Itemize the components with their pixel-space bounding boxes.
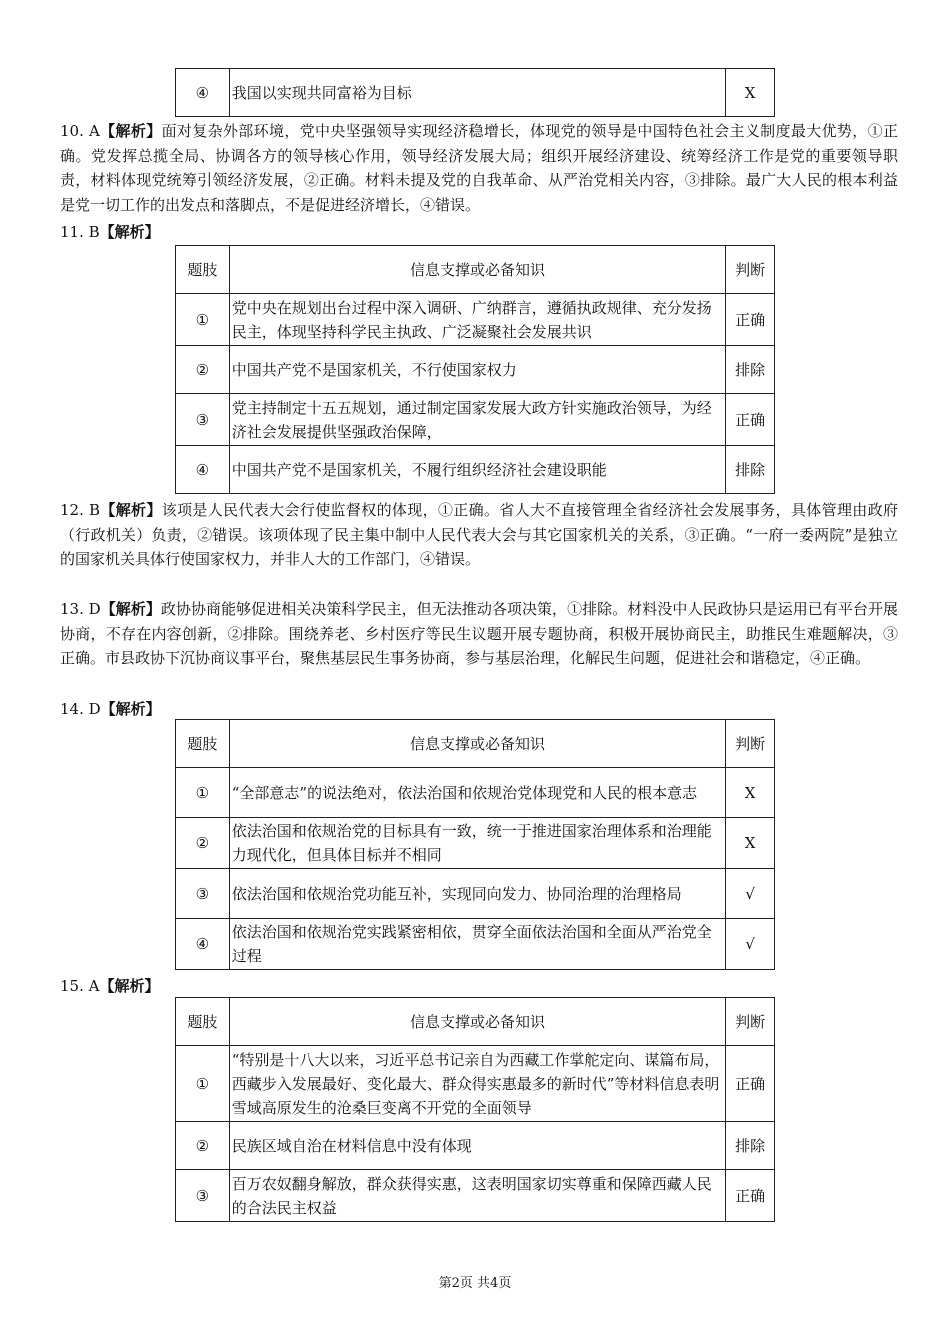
table-header-row (176, 246, 775, 294)
column-header: 信息支撑或必备知识 (229, 720, 725, 768)
option-number: ② (176, 1122, 230, 1170)
question-13-analysis (60, 597, 898, 671)
table-row (176, 818, 775, 869)
option-verdict: 正确 (726, 1046, 775, 1122)
table-row (176, 346, 775, 394)
option-verdict: 正确 (726, 394, 775, 446)
analysis-text: 该项是人民代表大会行使监督权的体现，①正确。省人大不直接管理全省经济社会发展事务，具体管理由政府（行政机关）负责，②错误。该项体现了民主集中制中人民代表大会与其它国家机关的关系，③正确。“一府一委两院”是独立的国家机关具体行使国家权力，并非人大的工作部门，④错误。 (60, 501, 898, 568)
analysis-tag: 【解析】 (100, 600, 161, 618)
table-row (176, 768, 775, 818)
question-11-heading (60, 220, 160, 244)
option-verdict: 排除 (726, 1122, 775, 1170)
option-verdict: 正确 (726, 294, 775, 346)
option-number: ① (176, 768, 230, 818)
option-number: ③ (176, 869, 230, 919)
question-14-table (175, 719, 775, 970)
column-header: 信息支撑或必备知识 (229, 246, 725, 294)
option-number: ③ (176, 1170, 230, 1222)
option-analysis: 中国共产党不是国家机关，不行使国家权力 (229, 346, 725, 394)
question-15-table (175, 997, 775, 1222)
option-analysis: 依法治国和依规治党实践紧密相依，贯穿全面依法治国和全面从严治党全过程 (229, 919, 725, 970)
question-12-analysis (60, 498, 898, 572)
option-verdict: X (726, 768, 775, 818)
option-analysis: 党主持制定十五五规划，通过制定国家发展大政方针实施政治领导，为经济社会发展提供坚强政治保障， (229, 394, 725, 446)
column-header: 题肢 (176, 720, 230, 768)
table-row (176, 919, 775, 970)
option-number: ④ (176, 69, 230, 117)
analysis-tag: 【解析】 (99, 122, 162, 140)
option-analysis: 依法治国和依规治党的目标具有一致，统一于推进国家治理体系和治理能力现代化，但具体目标并不相同 (229, 818, 725, 869)
table-row (176, 294, 775, 346)
question-number: 10. A (60, 122, 100, 140)
question-11-table (175, 245, 775, 494)
answer-table-continued (175, 68, 775, 117)
option-number: ② (176, 346, 230, 394)
option-analysis: 我国以实现共同富裕为目标 (229, 69, 726, 117)
option-verdict: √ (726, 919, 775, 970)
analysis-tag: 【解析】 (99, 977, 160, 995)
column-header: 判断 (726, 246, 775, 294)
table-row (176, 1046, 775, 1122)
option-number: ④ (176, 919, 230, 970)
analysis-tag: 【解析】 (100, 700, 161, 718)
column-header: 信息支撑或必备知识 (229, 998, 725, 1046)
option-verdict: X (726, 69, 775, 117)
option-verdict: √ (726, 869, 775, 919)
option-number: ③ (176, 394, 230, 446)
question-14-heading (60, 697, 161, 721)
analysis-text: 面对复杂外部环境，党中央坚强领导实现经济稳增长，体现党的领导是中国特色社会主义制度最大优势，①正确。党发挥总揽全局、协调各方的领导核心作用，领导经济发展大局；组织开展经济建设、统筹经济工作是党的重要领导职责，材料体现党统筹引领经济发展，②正确。材料未提及党的自我革命、从严治党相关内容，③排除。最广大人民的根本利益是党一切工作的出发点和落脚点，不是促进经济增长，④错误。 (60, 122, 898, 214)
option-number: ① (176, 294, 230, 346)
question-10-analysis (60, 119, 898, 217)
option-analysis: 党中央在规划出台过程中深入调研、广纳群言，遵循执政规律、充分发扬民主，体现坚持科学民主执政、广泛凝聚社会发展共识 (229, 294, 725, 346)
question-number: 15. A (60, 977, 100, 995)
table-row (176, 869, 775, 919)
question-number: 13. D (60, 600, 101, 618)
option-analysis: 依法治国和依规治党功能互补，实现同向发力、协同治理的治理格局 (229, 869, 725, 919)
page-footer: 第2页 共4页 (438, 1276, 512, 1291)
question-number: 11. B (60, 223, 100, 241)
option-verdict: 排除 (726, 446, 775, 494)
table-row (176, 394, 775, 446)
column-header: 题肢 (176, 246, 230, 294)
option-number: ① (176, 1046, 230, 1122)
option-verdict: 排除 (726, 346, 775, 394)
question-15-heading (60, 974, 159, 998)
option-verdict: 正确 (726, 1170, 775, 1222)
analysis-tag: 【解析】 (100, 501, 162, 519)
table-row (176, 69, 775, 117)
option-number: ② (176, 818, 230, 869)
option-analysis: 百万农奴翻身解放，群众获得实惠，这表明国家切实尊重和保障西藏人民的合法民主权益 (229, 1170, 725, 1222)
question-number: 14. D (60, 700, 101, 718)
table-row (176, 1170, 775, 1222)
option-analysis: 民族区域自治在材料信息中没有体现 (229, 1122, 725, 1170)
column-header: 判断 (726, 998, 775, 1046)
column-header: 题肢 (176, 998, 230, 1046)
option-verdict: X (726, 818, 775, 869)
table-row (176, 1122, 775, 1170)
option-analysis: 中国共产党不是国家机关，不履行组织经济社会建设职能 (229, 446, 725, 494)
table-header-row (176, 998, 775, 1046)
table-row (176, 446, 775, 494)
question-number: 12. B (60, 501, 100, 519)
option-number: ④ (176, 446, 230, 494)
option-analysis: “特别是十八大以来，习近平总书记亲自为西藏工作掌舵定向、谋篇布局，西藏步入发展最好、变化最大、群众得实惠最多的新时代”等材料信息表明雪域高原发生的沧桑巨变离不开党的全面领导 (229, 1046, 725, 1122)
analysis-text: 政协协商能够促进相关决策科学民主，但无法推动各项决策，①排除。材料没中人民政协只是运用已有平台开展协商，不存在内容创新，②排除。围绕养老、乡村医疗等民生议题开展专题协商，积极开展协商民主，助推民生难题解决，③正确。市县政协下沉协商议事平台，聚焦基层民生事务协商，参与基层治理，化解民生问题，促进社会和谐稳定，④正确。 (60, 600, 898, 667)
option-analysis: “全部意志”的说法绝对，依法治国和依规治党体现党和人民的根本意志 (229, 768, 725, 818)
table-header-row (176, 720, 775, 768)
column-header: 判断 (726, 720, 775, 768)
analysis-tag: 【解析】 (99, 223, 160, 241)
